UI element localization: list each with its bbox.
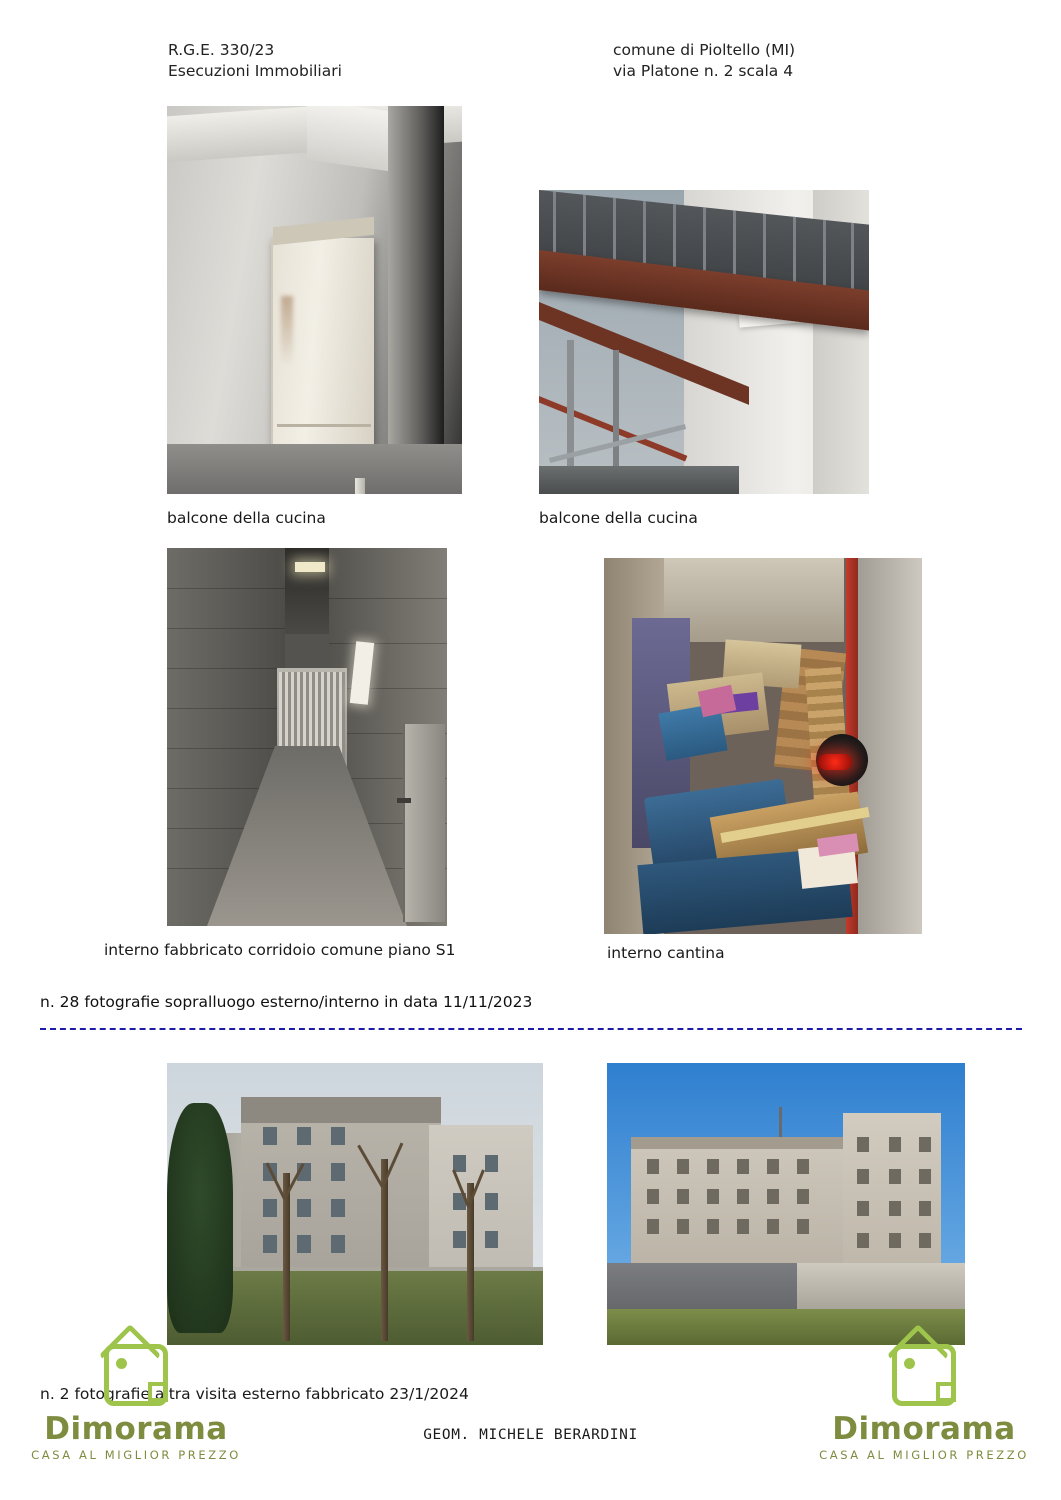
surveyor-signature: GEOM. MICHELE BERARDINI [423,1427,638,1443]
logo-tagline: CASA AL MIGLIOR PREZZO [819,1448,1029,1462]
ceiling-lamp [295,562,325,572]
photo-caption: interno cantina [607,944,725,962]
exterior-visit-note: n. 2 fotografie altra visita esterno fabbricato 23/1/2024 [40,1385,469,1403]
photo-caption: interno fabbricato corridoio comune piano S1 [104,941,456,959]
house-icon [884,1340,964,1410]
logo-dimorama-right [812,1340,1036,1462]
address: via Platone n. 2 scala 4 [613,62,794,80]
photo-exterior-building-garden [167,1063,543,1345]
header-left-column [168,40,613,82]
house-icon [96,1340,176,1410]
photo-content [604,558,922,934]
section-divider [40,1028,1022,1030]
photo-content [167,1063,543,1345]
wall-shadow [607,1263,797,1311]
pipe-vertical [355,478,365,494]
photo-basement-corridor [167,548,447,926]
photo-content [167,106,462,494]
photo-content [539,190,869,494]
document-header [168,40,1008,82]
panel-seam [277,424,371,427]
photo-exterior-building-wall [607,1063,965,1345]
building-center [241,1097,441,1287]
rust-stain [281,296,293,366]
balcony-door [388,106,444,494]
door-handle [397,798,411,803]
photo-content [167,548,447,926]
photo-caption: balcone della cucina [539,509,698,527]
building-center-roof [241,1097,441,1123]
photo-kitchen-balcony-boiler [167,106,462,494]
roof-antenna [779,1107,782,1139]
case-department: Esecuzioni Immobiliari [168,62,342,80]
logo-tagline: CASA AL MIGLIOR PREZZO [31,1448,241,1462]
logo-wordmark: Dimorama [832,1411,1016,1447]
evergreen-tree [167,1103,233,1333]
case-number: R.G.E. 330/23 [168,41,275,59]
floor [167,444,462,494]
logo-dimorama-left [24,1340,248,1462]
logo-wordmark: Dimorama [44,1411,228,1447]
lower-shadow [539,466,739,494]
cellar-door [403,724,445,922]
red-reflector [818,754,852,770]
photo-kitchen-balcony-ceiling [539,190,869,494]
interior-survey-note: n. 28 fotografie sopralluogo esterno/interno in data 11/11/2023 [40,993,533,1011]
municipality: comune di Pioltello (MI) [613,41,796,59]
header-right-column [613,40,1008,82]
photo-cellar-interior [604,558,922,934]
photo-content [607,1063,965,1345]
photo-caption: balcone della cucina [167,509,326,527]
